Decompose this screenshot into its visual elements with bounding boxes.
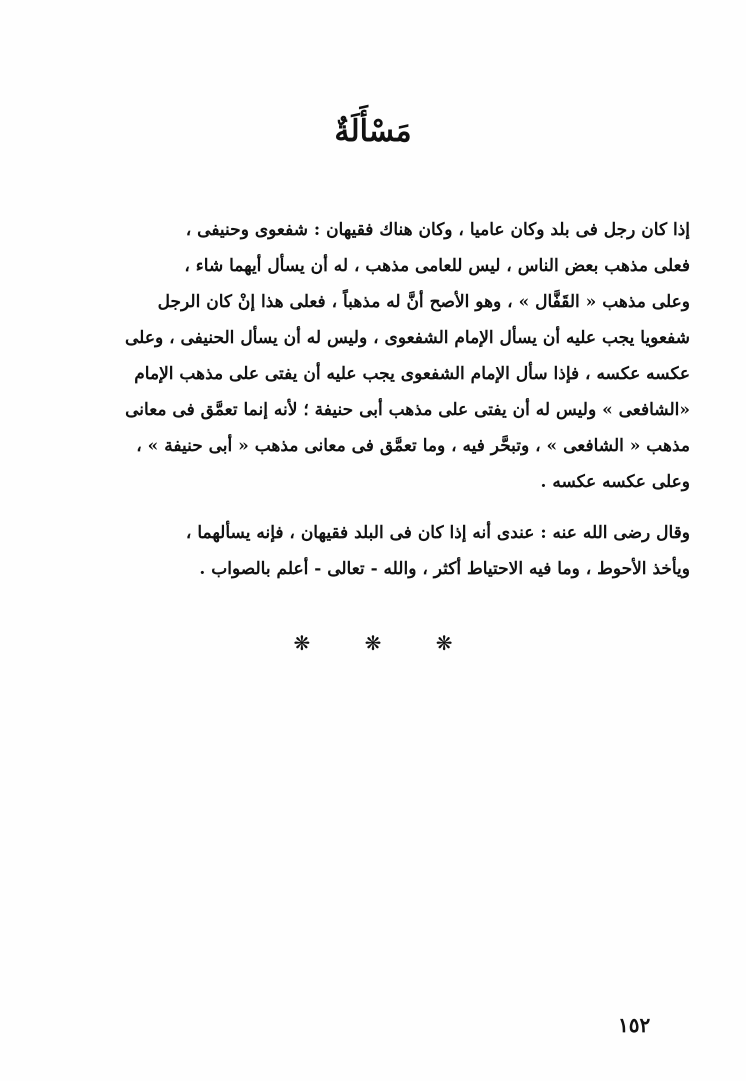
text-line: عكسه عكسه ، فإذا سأل الإمام الشفعوى يجب عليه أن يفتى على مذهب الإمام	[134, 364, 690, 384]
text-line: وقال رضى الله عنه : عندى أنه إذا كان فى البلد فقيهان ، فإنه يسألهما ،	[185, 523, 690, 543]
text-line: وعلى مذهب « القَفَّال » ، وهو الأصح أنَّ له مذهباً ، فعلى هذا إنْ كان الرجل	[157, 292, 690, 312]
page-title: مَسْأَلَةٌ	[334, 114, 412, 149]
body-text	[90, 212, 690, 587]
paragraph-spacer	[90, 500, 690, 515]
paragraph-1	[90, 212, 690, 500]
text-line: مذهب « الشافعى » ، وتبحَّر فيه ، وما تعمَّق فى معانى مذهب « أبى حنيفة » ،	[136, 436, 690, 456]
text-line: «الشافعى » وليس له أن يفتى على مذهب أبى حنيفة ؛ لأنه إنما تعمَّق فى معانى	[125, 400, 690, 420]
text-line: فعلى مذهب بعض الناس ، ليس للعامى مذهب ، له أن يسأل أيهما شاء ،	[184, 256, 690, 276]
asterism-star-icon: ❋	[364, 631, 382, 655]
text-line: ويأخذ الأحوط ، وما فيه الاحتياط أكثر ، والله - تعالى - أعلم بالصواب .	[199, 559, 690, 579]
section-ornament	[0, 628, 746, 658]
asterism-star-icon: ❋	[435, 631, 453, 655]
text-line: إذا كان رجل فى بلد وكان عاميا ، وكان هناك فقيهان : شفعوى وحنيفى ،	[185, 220, 690, 240]
text-line: شفعويا يجب عليه أن يسأل الإمام الشفعوى ، وليس له أن يسأل الحنيفى ، وعلى	[125, 328, 690, 348]
page-number: ١٥٢	[618, 1013, 651, 1037]
asterism-star-icon: ❋	[293, 631, 311, 655]
paragraph-2	[90, 515, 690, 587]
text-line: وعلى عكسه عكسه .	[540, 472, 690, 492]
